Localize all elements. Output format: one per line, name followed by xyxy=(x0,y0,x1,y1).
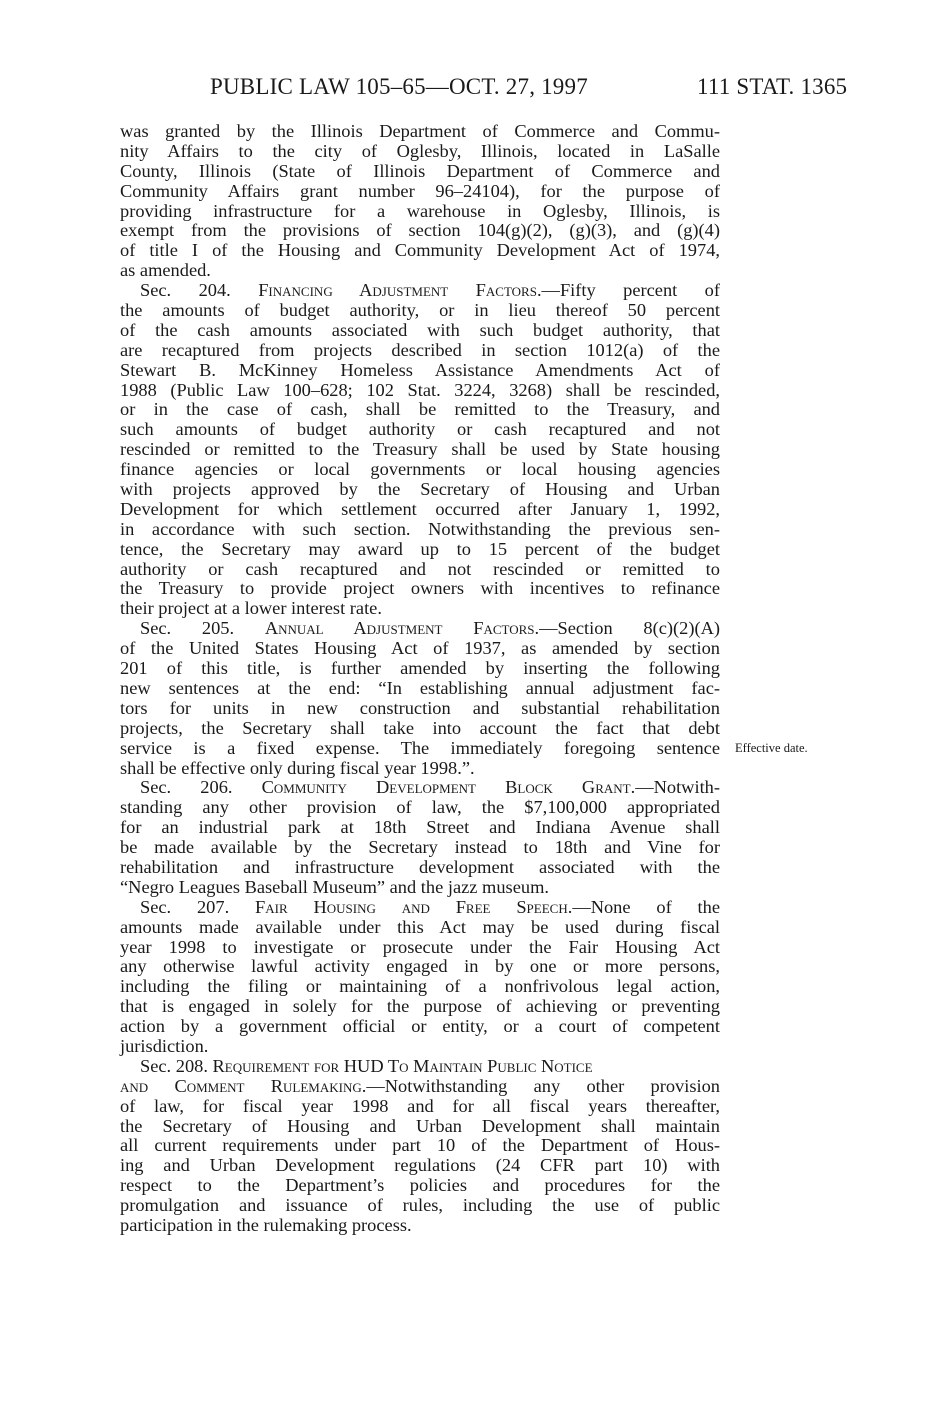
section-number: Sec. 204. xyxy=(140,280,259,301)
text-line: all current requirements under part 10 of the Department of Hous- xyxy=(120,1135,720,1156)
text-line: the Secretary of Housing and Urban Development shall maintain xyxy=(120,1115,720,1136)
text-line xyxy=(120,898,720,918)
text-line: rescinded or remitted to the Treasury shall be used by State housing xyxy=(120,439,720,460)
text-line: Development for which settlement occurred after January 1, 1992, xyxy=(120,498,720,519)
section-text: —None of the xyxy=(572,896,720,917)
text-line: authority or cash recaptured and not rescinded or remitted to xyxy=(120,558,720,579)
text-line xyxy=(120,1077,720,1097)
text-line: are recaptured from projects described in section 1012(a) of the xyxy=(120,339,720,360)
text-line: any otherwise lawful activity engaged in by one or more persons, xyxy=(120,956,720,977)
section-heading: and Comment Rulemaking. xyxy=(120,1075,367,1096)
section-paragraph xyxy=(120,898,720,1057)
text-line: projects, the Secretary shall take into account the fact that debt xyxy=(120,717,720,738)
text-line: for an industrial park at 18th Street and Indiana Avenue shall xyxy=(120,817,720,838)
text-line xyxy=(120,778,720,798)
section-heading: Community Development Block Grant. xyxy=(261,777,636,798)
text-line: action by a government official or entity, or a court of competent xyxy=(120,1016,720,1037)
text-line: jurisdiction. xyxy=(120,1035,209,1056)
text-line xyxy=(120,619,720,639)
text-line: respect to the Department’s policies and procedures for the xyxy=(120,1175,720,1196)
text-line: be made available by the Secretary instead to 18th and Vine for xyxy=(120,837,720,858)
text-line: finance agencies or local governments or local housing agencies xyxy=(120,459,720,480)
text-line: amounts made available under this Act may be used during fiscal xyxy=(120,916,720,937)
text-line: their project at a lower interest rate. xyxy=(120,598,382,619)
section-paragraph xyxy=(120,122,720,281)
section-paragraph xyxy=(120,281,720,619)
text-line xyxy=(120,1057,720,1077)
text-line: year 1998 to investigate or prosecute under the Fair Housing Act xyxy=(120,936,720,957)
text-line: providing infrastructure for a warehouse in Oglesby, Illinois, is xyxy=(120,200,720,221)
text-line: as amended. xyxy=(120,260,211,281)
text-line: or in the case of cash, shall be remitted to the Treasury, and xyxy=(120,399,720,420)
section-paragraph xyxy=(120,778,720,897)
running-header-title: PUBLIC LAW 105–65—OCT. 27, 1997 xyxy=(210,74,588,99)
section-number: Sec. 207. xyxy=(140,896,256,917)
text-line: tence, the Secretary may award up to 15 percent of the budget xyxy=(120,538,720,559)
section-number: Sec. 205. xyxy=(140,618,265,639)
margin-note: Effective date. xyxy=(735,741,808,755)
text-line: Stewart B. McKinney Homeless Assistance Amendments Act of xyxy=(120,359,720,380)
text-line: “Negro Leagues Baseball Museum” and the jazz museum. xyxy=(120,876,549,897)
text-line: Community Affairs grant number 96–24104), for the purpose of xyxy=(120,180,720,201)
text-line: new sentences at the end: “In establishing annual adjustment fac- xyxy=(120,677,720,698)
text-line: the amounts of budget authority, or in lieu thereof 50 percent xyxy=(120,300,720,321)
section-number: Sec. 208. xyxy=(140,1055,213,1076)
text-line: promulgation and issuance of rules, including the use of public xyxy=(120,1195,720,1216)
text-line: including the filing or maintaining of a nonfrivolous legal action, xyxy=(120,976,720,997)
text-line: in accordance with such section. Notwithstanding the previous sen- xyxy=(120,518,720,539)
text-line: the Treasury to provide project owners with incentives to refinance xyxy=(120,578,720,599)
text-line: was granted by the Illinois Department of Commerce and Commu- xyxy=(120,121,720,141)
text-line: nity Affairs to the city of Oglesby, Illinois, located in LaSalle xyxy=(120,140,720,161)
text-line xyxy=(120,281,720,301)
section-text: —Notwithstanding any other provision xyxy=(366,1075,720,1096)
section-text: —Section 8(c)(2)(A) xyxy=(539,618,720,639)
text-line: of title I of the Housing and Community Development Act of 1974, xyxy=(120,240,720,261)
section-heading: Annual Adjustment Factors. xyxy=(264,618,540,639)
text-line: 1988 (Public Law 100–628; 102 Stat. 3224, 3268) shall be rescinded, xyxy=(120,379,720,400)
text-line: tors for units in new construction and substantial rehabilitation xyxy=(120,697,720,718)
section-text: —Notwith- xyxy=(635,777,720,798)
section-text: —Fifty percent of xyxy=(541,280,720,301)
text-line: standing any other provision of law, the $7,100,000 appropriated xyxy=(120,797,720,818)
text-line: County, Illinois (State of Illinois Department of Commerce and xyxy=(120,160,720,181)
text-line: shall be effective only during fiscal year 1998.”. xyxy=(120,757,475,778)
section-paragraph xyxy=(120,1057,720,1236)
text-line: that is engaged in solely for the purpose of achieving or preventing xyxy=(120,996,720,1017)
text-line: with projects approved by the Secretary of Housing and Urban xyxy=(120,479,720,500)
text-line: such amounts of budget authority or cash recaptured and not xyxy=(120,419,720,440)
text-line: participation in the rulemaking process. xyxy=(120,1214,412,1235)
text-line: of the United States Housing Act of 1937, as amended by section xyxy=(120,638,720,659)
section-heading: Fair Housing and Free Speech. xyxy=(255,896,573,917)
section-number: Sec. 206. xyxy=(140,777,262,798)
section-heading: Financing Adjustment Factors. xyxy=(258,280,542,301)
text-line: of law, for fiscal year 1998 and for all fiscal years thereafter, xyxy=(120,1095,720,1116)
text-line: of the cash amounts associated with such budget authority, that xyxy=(120,319,720,340)
text-line: rehabilitation and infrastructure development associated with the xyxy=(120,856,720,877)
text-line: exempt from the provisions of section 104(g)(2), (g)(3), and (g)(4) xyxy=(120,220,720,241)
text-line: service is a fixed expense. The immediately foregoing sentence xyxy=(120,737,720,758)
text-line: 201 of this title, is further amended by inserting the following xyxy=(120,658,720,679)
page-stat-number: 111 STAT. 1365 xyxy=(697,74,848,99)
text-line: ing and Urban Development regulations (24 CFR part 10) with xyxy=(120,1155,720,1176)
document-body xyxy=(120,122,720,1236)
section-paragraph xyxy=(120,619,720,778)
section-heading: Requirement for HUD To Maintain Public Notice xyxy=(212,1055,593,1076)
